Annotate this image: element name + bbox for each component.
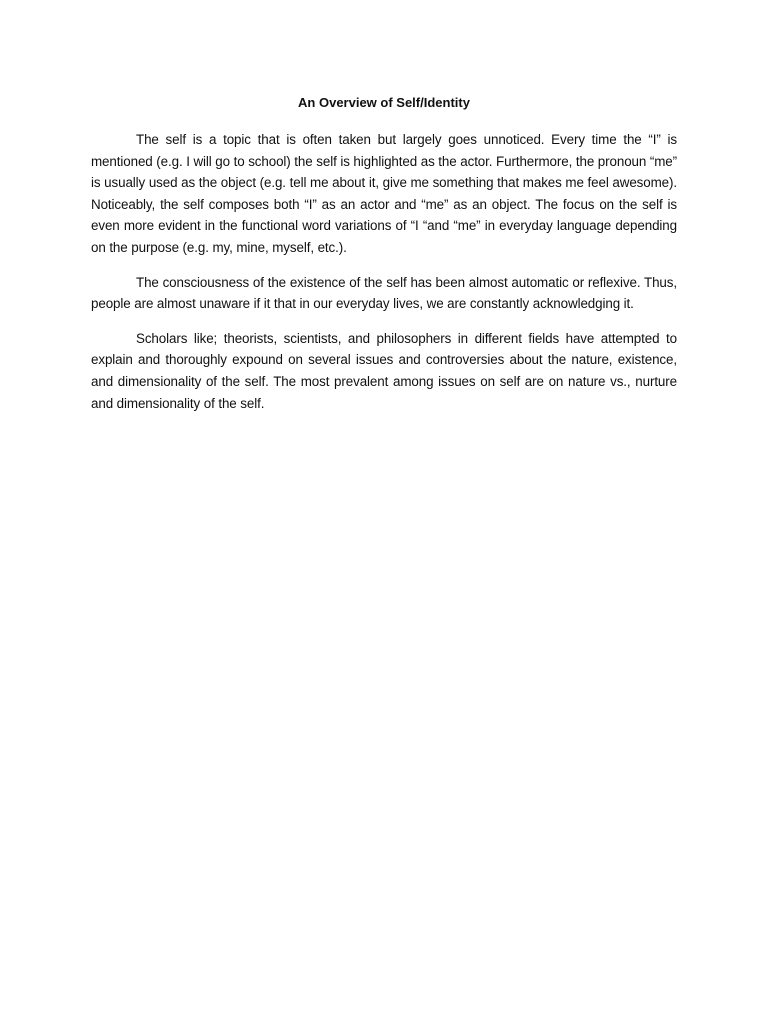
document-title: An Overview of Self/Identity bbox=[298, 95, 470, 110]
paragraph-3: Scholars like; theorists, scientists, and philosophers in different fields have attempted to explain and thoroughly expound on several issues and controversies about the nature, existence, and dimensionality of the self. The most prevalent among issues on self are on nature vs., nurture and dimensionality of the self. bbox=[91, 330, 677, 411]
paragraph-1: The self is a topic that is often taken but largely goes unnoticed. Every time the “I” is mentioned (e.g. I will go to school) the self is highlighted as the actor. Furthermore, the pronoun “me” is usually used as the object (e.g. tell me about it, give me something that makes me feel awesome). Noticeably, the self composes both “I” as an actor and “me” as an object. The focus on the self is even more evident in the functional word variations of “I “and “me” in everyday language depending on the purpose (e.g. my, mine, myself, etc.). bbox=[91, 132, 677, 255]
paragraph-2: The consciousness of the existence of the self has been almost automatic or reflexive. Thus, people are almost unaware if it that in our everyday lives, we are constantly acknowledging it. bbox=[91, 274, 677, 312]
